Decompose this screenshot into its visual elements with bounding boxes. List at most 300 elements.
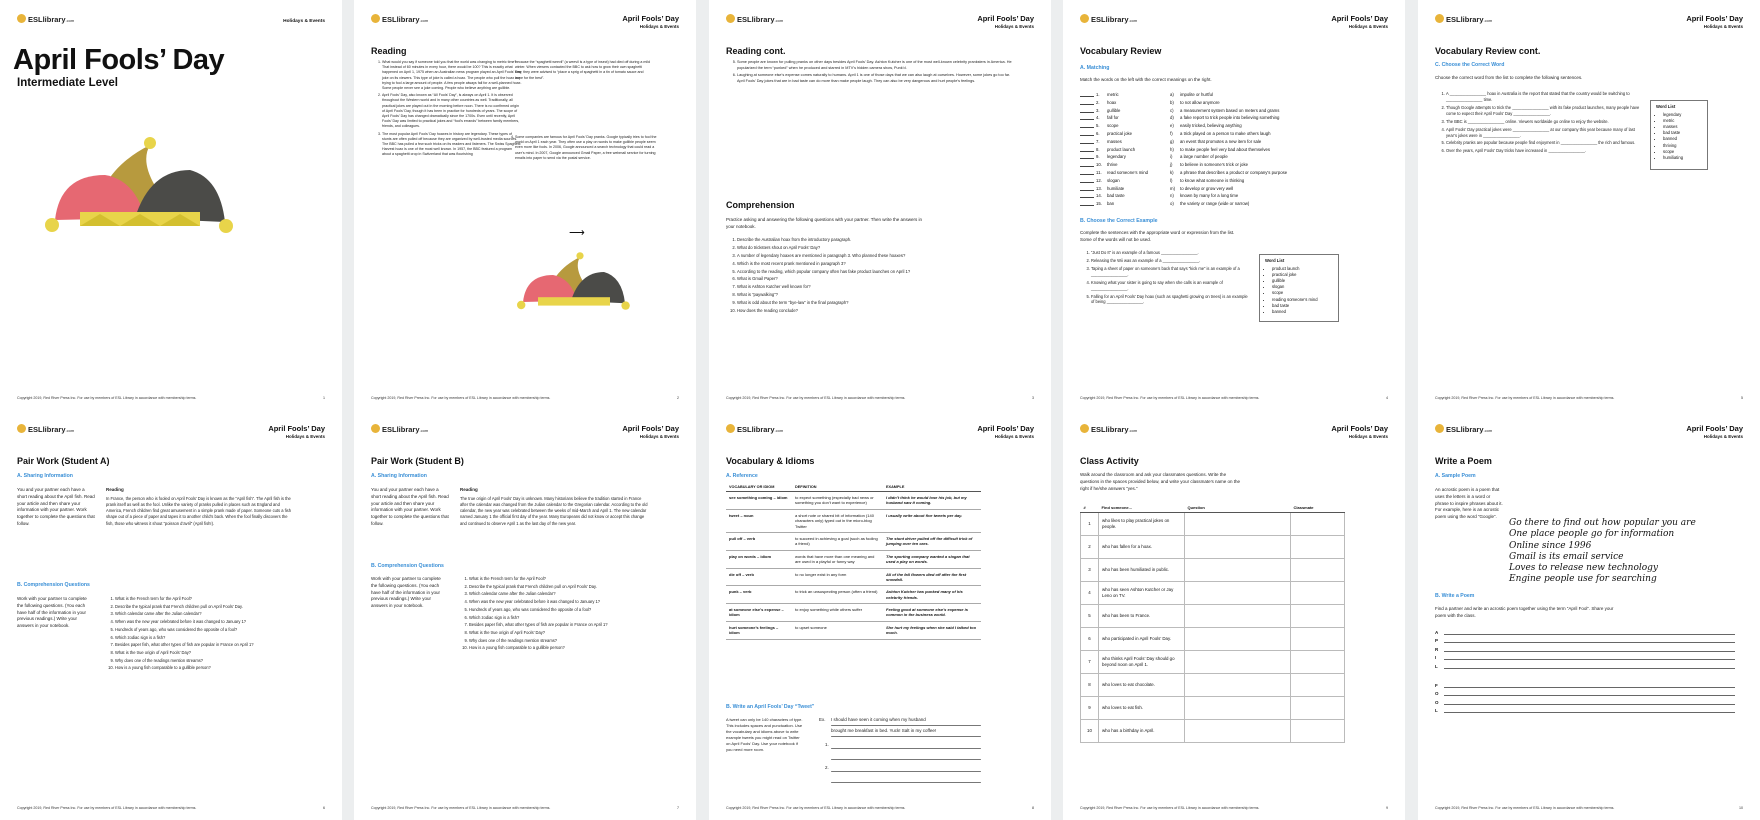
reading-paragraphs-right <box>504 135 661 163</box>
find-someone-text: who loves to eat fish. <box>1099 697 1185 720</box>
meaning-letter: h) <box>1170 146 1174 152</box>
list-item: 5. According to the reading, which popular company often has fake product launches on April 1? <box>737 269 1027 275</box>
vocab-word: ban <box>1107 201 1115 207</box>
acrostic-row <box>1435 670 1735 689</box>
list-item: 4. Knowing what your sister is going to say when she calls is an example of ________________. <box>1091 280 1251 292</box>
idiom-term: tweet – noun <box>726 509 792 532</box>
acrostic-letter: R <box>1435 646 1439 652</box>
list-item: 5. Celebrity pranks are popular because people find enjoyment in ________________ the rich and famous. <box>1446 140 1646 146</box>
meaning-text: a fake report to trick people into believing something <box>1180 115 1280 121</box>
page-write-poem <box>1418 410 1760 820</box>
list-item: • practical joke <box>1272 272 1333 278</box>
activity-instructions: Walk around the classroom and ask your classmates questions. Write the questions in the spaces provided below, and write your classmate’s name on the right if he/she answers “yes.” <box>1080 472 1241 491</box>
answer-line[interactable] <box>831 771 981 772</box>
comprehension-questions <box>104 596 315 673</box>
column-header: VOCABULARY OR IDIOM <box>726 483 792 492</box>
item-number: 3. <box>1096 107 1100 113</box>
acrostic-letter: O <box>1435 699 1439 705</box>
acrostic-row <box>1435 644 1735 653</box>
matching-row <box>1080 153 1380 161</box>
page-header <box>1435 422 1743 446</box>
reading-text: In France, the person who is fooled on April Fools’ Day is known as the “April fish”. The April fish is the prank itself as well as the fool. Unlike the variety of pranks pulled in places such as England and America, French children find great amusement in a simple prank made of paper. Someone cuts a fish shape out of a piece of paper and tapes it to another child’s back. When the fool finally discovers the fish, those who witness it shout “poisson d’avril” (April fish!). <box>106 496 291 526</box>
reading-label: Reading <box>106 487 124 492</box>
idiom-example: The stunt driver pulled off the difficult trick of jumping over ten cars. <box>883 532 981 550</box>
answer-blank[interactable] <box>1080 182 1094 183</box>
list-item: • bad taste <box>1663 130 1702 136</box>
esl-library-logo: ESLlibrary.com <box>1080 14 1137 24</box>
list-item: 8. What is the true origin of April Fools’ Day? <box>115 650 315 656</box>
header-title: April Fools’ Day <box>977 424 1034 433</box>
classmate-cell[interactable] <box>1291 536 1345 559</box>
esl-library-logo: ESLlibrary.com <box>1435 14 1492 24</box>
acrostic-answer-lines <box>1435 627 1735 714</box>
page-footer: Copyright 2019, Red River Press Inc. For use by members of ESL Library in accordance with membership terms. 2 <box>371 396 679 400</box>
answer-blank[interactable] <box>1080 190 1094 191</box>
sample-poem-instructions: An acrostic poem is a poem that uses the letters in a word or phrase to inspire phrases about it. For example, here is an acrostic poem using the word “Google”. <box>1435 487 1503 519</box>
list-item: 2. Though Google attempts to trick the ________________ with its fake product launches, many people have come to expect their April Fools’ Day ________________. <box>1446 105 1646 117</box>
poem-line: Engine people use for searching <box>1509 574 1657 585</box>
table-row <box>726 586 981 604</box>
acrostic-row <box>1435 653 1735 662</box>
poem-line: One place people go for information <box>1509 529 1675 540</box>
table-row <box>726 532 981 550</box>
classmate-cell[interactable] <box>1291 605 1345 628</box>
vocab-word: scope <box>1107 123 1119 129</box>
question-cell[interactable] <box>1185 628 1291 651</box>
word-list <box>1656 112 1702 161</box>
section-b-title: B. Write an April Fools’ Day “Tweet” <box>726 704 815 710</box>
section-b-instructions: Complete the sentences with the appropriate word or expression from the list. Some of the words will not be used. <box>1080 230 1235 242</box>
row-number: 8 <box>1081 674 1099 697</box>
poem-line: Go there to find out how popular you are <box>1509 518 1696 528</box>
list-item: 3. Taping a sheet of paper on someone’s back that says “kick me” is an example of a ________________. <box>1091 266 1251 278</box>
meaning-letter: b) <box>1170 99 1174 105</box>
answer-line[interactable] <box>1444 687 1735 688</box>
answer-blank[interactable] <box>1080 119 1094 120</box>
meaning-text: known by many for a long time <box>1180 193 1239 199</box>
answer-line[interactable] <box>1444 668 1735 669</box>
page-title: Reading <box>371 46 407 56</box>
header-title: April Fools’ Day <box>622 14 679 23</box>
sharing-instructions: You and your partner each have a short reading about the April fish. Read your article and then share your information with your partner. Work together to complete the questions that follow. <box>17 487 95 526</box>
item-number: 9. <box>1096 154 1100 160</box>
section-b-title: B. Comprehension Questions <box>17 582 90 588</box>
vocab-word: humiliate <box>1107 185 1125 191</box>
answer-line[interactable] <box>1444 704 1735 705</box>
answer-blank[interactable] <box>1080 135 1094 136</box>
classmate-cell[interactable] <box>1291 697 1345 720</box>
table-row <box>1081 513 1345 536</box>
header-subtitle: Holidays & Events <box>639 24 679 29</box>
list-item: • legendary <box>1663 112 1702 118</box>
idiom-term: play on words – idiom <box>726 550 792 568</box>
list-item: • slogan <box>1272 284 1333 290</box>
classmate-cell[interactable] <box>1291 720 1345 743</box>
vocab-word: slogan <box>1107 177 1120 183</box>
idiom-definition: to succeed in achieving a goal (such as fooling a friend) <box>792 532 883 550</box>
page-pair-work-b <box>354 410 696 820</box>
table-row <box>726 550 981 568</box>
idiom-definition: a short note or shared bit of information (140 characters only) typed out in the micro-blog Twitter <box>792 509 883 532</box>
list-item: 6. Which zodiac sign is a fish? <box>469 615 669 621</box>
answer-blank[interactable] <box>1080 143 1094 144</box>
meaning-letter: a) <box>1170 92 1174 97</box>
sharing-instructions: You and your partner each have a short reading about the April fish. Read your article and then share your information with your partner. Work together to complete the questions that follow. <box>371 487 449 526</box>
matching-row <box>1080 169 1380 177</box>
page-pair-work-a <box>0 410 342 820</box>
esl-library-logo: ESLlibrary.com <box>726 424 783 434</box>
find-someone-text: who likes to play practical jokes on people. <box>1099 513 1185 536</box>
table-row <box>726 509 981 532</box>
row-number: 9 <box>1081 697 1099 720</box>
question-cell[interactable] <box>1185 697 1291 720</box>
writing-line <box>831 736 981 737</box>
cover-title: April Fools’ Day <box>13 44 225 76</box>
question-cell[interactable] <box>1185 513 1291 536</box>
idiom-definition: to trick an unsuspecting person (often a friend) <box>792 586 883 604</box>
header-subtitle: Holidays & Events <box>994 434 1034 439</box>
question-cell[interactable] <box>1185 559 1291 582</box>
list-item: 7. What is Ashton Kutcher well known for? <box>737 284 1027 290</box>
vocab-word: practical joke <box>1107 130 1133 136</box>
list-item: 7. Besides paper fish, what other types of fish are popular in France on April 1? <box>469 622 669 628</box>
answer-line[interactable] <box>831 759 981 760</box>
meaning-text: to make people feel very bad about themselves <box>1180 146 1271 152</box>
list-item: 4. April Fools’ Day practical jokes were ________________ at our company this year because many of last year’s jokes were in ________________. <box>1446 127 1646 139</box>
idiom-example: All of the fall flowers died off after the first snowfall. <box>883 568 981 586</box>
reading-paragraph: 2. April Fools’ Day, also known as “All Fools’ Day”, is always on April 1. It is observed throughout the Western world and in many other countries as well. Traditionally, all practical jokes are played out in the morning before noon. There is no confirmed origin of April Fools’ Day, though it has been in practice for hundreds of years. The scope of April Fools’ Day has changed dramatically since the 1700s. Even until recently, April Fools’ Day was limited to practical jokes and “fool’s errands” between family members, friends, and colleagues. <box>382 93 522 129</box>
list-item: 9. Why does one of the readings mention streams? <box>115 658 315 664</box>
example-label: Ex. <box>819 717 826 722</box>
word-list-box <box>1650 100 1708 170</box>
question-cell[interactable] <box>1185 651 1291 674</box>
answer-blank[interactable] <box>1080 205 1094 206</box>
comprehension-instructions: Practice asking and answering the following questions with your partner. Then write the answers in your notebook. <box>726 217 923 229</box>
list-item: 5. Hundreds of years ago, who was considered the opposite of a fool? <box>115 627 315 633</box>
item-number: 4. <box>1096 115 1100 121</box>
page-footer: Copyright 2019, Red River Press Inc. For use by members of ESL Library in accordance with membership terms. 10 <box>1435 806 1743 810</box>
meaning-text: the variety or range (wide or narrow) <box>1180 201 1250 207</box>
idiom-definition: to upset someone <box>792 621 883 639</box>
idiom-example: The sporting company wanted a slogan that used a play on words. <box>883 550 981 568</box>
table-row <box>726 568 981 586</box>
answer-line[interactable] <box>1444 642 1735 643</box>
header-subtitle: Holidays & Events <box>1703 434 1743 439</box>
matching-row <box>1080 161 1380 169</box>
answer-blank[interactable] <box>1080 96 1094 97</box>
meaning-text: a trick played on a person to make others laugh <box>1180 130 1271 136</box>
column-header: DEFINITION <box>792 483 883 492</box>
table-row <box>1081 536 1345 559</box>
find-someone-text: who thinks April Fools’ Day should go beyond noon on April 1. <box>1099 651 1185 674</box>
answer-blank[interactable] <box>1080 174 1094 175</box>
item-number: 2. <box>1096 99 1100 105</box>
poem-line: Gmail is its email service <box>1509 551 1624 562</box>
item-number: 13. <box>1096 185 1102 191</box>
list-item: 1. Describe the Australian hoax from the introductory paragraph. <box>737 237 1027 243</box>
meaning-letter: i) <box>1170 154 1173 160</box>
answer-line[interactable] <box>1444 712 1735 713</box>
table-row <box>726 621 981 639</box>
meaning-letter: o) <box>1170 201 1174 207</box>
vocab-word: gullible <box>1107 107 1121 113</box>
row-number: 6 <box>1081 628 1099 651</box>
writing-line <box>831 725 981 726</box>
row-number: 2 <box>1081 536 1099 559</box>
header-subtitle: Holidays & Events <box>285 434 325 439</box>
item-number: 14. <box>1096 193 1102 199</box>
esl-library-logo: ESLlibrary.com <box>17 424 74 434</box>
list-item: 2. Describe the typical prank that French children pull on April Fools’ Day. <box>115 604 315 610</box>
vocab-word: fall for <box>1107 115 1119 121</box>
jester-hat-icon <box>40 130 240 250</box>
section-c-title: C. Choose the Correct Word <box>1435 62 1505 68</box>
acrostic-letter: I <box>1435 655 1437 660</box>
list-item: 5. Falling for an April Fools’ Day hoax (such as spaghetti growing on trees) is an example of being ________________. <box>1091 294 1251 306</box>
vocab-word: thrive <box>1107 162 1118 168</box>
page-header <box>371 422 679 446</box>
table-row <box>726 604 981 622</box>
example-line-2: brought me breakfast in bed. Yuck! Salt in my coffee! <box>831 728 937 733</box>
meaning-text: to know what someone is thinking <box>1180 177 1245 183</box>
comprehension-instructions: Work with your partner to complete the following questions. (You each have half of the information in your previous readings.) Write your answers in your notebook. <box>371 576 441 608</box>
acrostic-letter: A <box>1435 629 1439 635</box>
list-item: • metric <box>1663 118 1702 124</box>
question-cell[interactable] <box>1185 605 1291 628</box>
header-subtitle: Holidays & Events <box>994 24 1034 29</box>
matching-instructions: Match the words on the left with the correct meanings on the right. <box>1080 77 1212 82</box>
page-reading-cont <box>709 0 1051 410</box>
idiom-term: hurt someone’s feelings – idiom <box>726 621 792 639</box>
answer-line[interactable] <box>1444 659 1735 660</box>
esl-library-logo: ESLlibrary.com <box>726 14 783 24</box>
answer-line[interactable] <box>1444 695 1735 696</box>
header-subtitle: Holidays & Events <box>1348 434 1388 439</box>
item-number: 8. <box>1096 146 1100 152</box>
meaning-text: a measurement system based on meters and grams <box>1180 107 1280 113</box>
list-item: 1. “Just Do It” is an example of a famous ________________. <box>1091 250 1251 256</box>
meaning-letter: m) <box>1170 185 1176 191</box>
answer-line[interactable] <box>1444 651 1735 652</box>
page-header <box>1080 422 1388 446</box>
matching-row <box>1080 146 1380 154</box>
esl-library-logo: ESLlibrary.com <box>1435 424 1492 434</box>
question-cell[interactable] <box>1185 720 1291 743</box>
sample-poem <box>1509 518 1696 586</box>
matching-row <box>1080 200 1380 208</box>
item-number: 7. <box>1096 138 1100 144</box>
list-item: 2. Describe the typical prank that French children pull on April Fools’ Day. <box>469 584 669 590</box>
answer-blank[interactable] <box>1080 158 1094 159</box>
row-number: 5 <box>1081 605 1099 628</box>
poem-line: Loves to release new technology <box>1509 563 1659 573</box>
classmate-cell[interactable] <box>1291 582 1345 605</box>
page-title: Vocabulary Review cont. <box>1435 46 1541 56</box>
row-number: 1 <box>1081 513 1099 536</box>
meaning-text: impolite or hurtful <box>1180 92 1213 97</box>
meaning-letter: f) <box>1170 130 1173 136</box>
find-someone-text: who has fallen for a hoax. <box>1099 536 1185 559</box>
word-list-title: Word List <box>1265 258 1285 263</box>
acrostic-row <box>1435 627 1735 636</box>
acrostic-letter: O <box>1435 691 1439 696</box>
esl-library-logo: ESLlibrary.com <box>371 424 428 434</box>
question-cell[interactable] <box>1185 674 1291 697</box>
acrostic-row <box>1435 697 1735 706</box>
next-page-arrow: ⟶ <box>569 227 585 239</box>
meaning-text: a phrase that describes a product or company’s purpose <box>1180 169 1288 175</box>
page-footer: Copyright 2019, Red River Press Inc. For use by members of ESL Library in accordance with membership terms. 5 <box>1435 396 1743 400</box>
answer-line[interactable] <box>1444 634 1735 635</box>
jester-hat-icon <box>514 248 634 320</box>
meaning-letter: e) <box>1170 123 1174 129</box>
acrostic-letter: F <box>1435 682 1438 688</box>
matching-row <box>1080 99 1380 107</box>
page-title: Vocabulary Review <box>1080 46 1162 56</box>
meaning-text: a large number of people <box>1180 154 1228 160</box>
vocab-word: masses <box>1107 138 1122 144</box>
item-number: 12. <box>1096 177 1102 183</box>
section-b-title: B. Comprehension Questions <box>371 563 444 569</box>
activity-table <box>1080 503 1345 743</box>
acrostic-row <box>1435 661 1735 670</box>
page-footer: Copyright 2019, Red River Press Inc. For use by members of ESL Library in accordance with membership terms. 1 <box>17 396 325 400</box>
question-cell[interactable] <box>1185 582 1291 605</box>
list-item: 10. How is a young fish comparable to a gullible person? <box>115 665 315 671</box>
answer-blank[interactable] <box>1080 112 1094 113</box>
reading-label: Reading <box>460 487 478 492</box>
word-list <box>1265 266 1333 315</box>
list-item: • scope <box>1272 290 1333 296</box>
header-title: April Fools’ Day <box>1686 424 1743 433</box>
page-title: Pair Work (Student A) <box>17 456 110 466</box>
idiom-example: Feeling good at someone else’s expense is common in the business world. <box>883 604 981 622</box>
vocab-word: read someone’s mind <box>1107 169 1149 175</box>
reading-paragraph: 5. Some people are known for pulling pranks on other days besides April Fools’ Day. Ashton Kutcher is one of the most well-known celebrity pranksters in America. He popularized the term “punked” when he produced and starred in MTV’s hidden camera show, Punk’d. <box>737 60 1012 71</box>
list-item: 6. Which zodiac sign is a fish? <box>115 635 315 641</box>
list-item: • reading someone’s mind <box>1272 297 1333 303</box>
comprehension-title: Comprehension <box>726 200 795 210</box>
page-header <box>1435 12 1743 36</box>
vocab-word: hoax <box>1107 99 1117 105</box>
section-c-instructions: Choose the correct word from the list to complete the following sentences. <box>1435 75 1583 80</box>
table-row <box>1081 559 1345 582</box>
vocabulary-table <box>726 483 981 640</box>
page-footer: Copyright 2019, Red River Press Inc. For use by members of ESL Library in accordance with membership terms. 6 <box>17 806 325 810</box>
page-title: Reading cont. <box>726 46 786 56</box>
find-someone-text: who participated in April Fools’ Day. <box>1099 628 1185 651</box>
idiom-definition: to enjoy something while others suffer <box>792 604 883 622</box>
answer-blank[interactable] <box>1080 104 1094 105</box>
classmate-cell[interactable] <box>1291 513 1345 536</box>
question-cell[interactable] <box>1185 536 1291 559</box>
list-item: • product launch <box>1272 266 1333 272</box>
meaning-text: to not allow anymore <box>1180 99 1220 105</box>
classmate-cell[interactable] <box>1291 628 1345 651</box>
page-footer: Copyright 2019, Red River Press Inc. For use by members of ESL Library in accordance with membership terms. 8 <box>726 806 1034 810</box>
vocab-word: legendary <box>1107 154 1126 160</box>
answer-blank[interactable] <box>1080 151 1094 152</box>
classmate-cell[interactable] <box>1291 651 1345 674</box>
list-item: • masses <box>1663 124 1702 130</box>
meaning-letter: d) <box>1170 115 1174 121</box>
reading-text: The true origin of April Fools’ Day is unknown. Many historians believe the tradition started in France after the calendar was changed from the Julian calendar to the Gregorian calendar. According to the old calendar, the new year was celebrated between the weeks of mid-March and April 1. The new calendar named January 1 the official first day of the year. Many Europeans did not know or accept this change and continued to observe April 1 as the last day of the new year. <box>460 496 648 526</box>
meaning-letter: j) <box>1170 162 1173 168</box>
list-item: 3. Which calendar came after the Julian calendar? <box>115 611 315 617</box>
answer-line[interactable] <box>831 748 981 749</box>
cover-level: Intermediate Level <box>17 77 118 89</box>
find-someone-text: who has a birthday in April. <box>1099 720 1185 743</box>
classmate-cell[interactable] <box>1291 559 1345 582</box>
find-someone-text: who has been humiliated in public. <box>1099 559 1185 582</box>
page-footer: Copyright 2019, Red River Press Inc. For use by members of ESL Library in accordance with membership terms. 3 <box>726 396 1034 400</box>
row-number: 7 <box>1081 651 1099 674</box>
header-title: April Fools’ Day <box>622 424 679 433</box>
table-row <box>1081 697 1345 720</box>
item-number: 10. <box>1096 162 1102 168</box>
reading-paragraph: 6. Laughing at someone else’s expense comes naturally to humans. April 1 is one of those days that we can also laugh at ourselves. However, some jokes go too far. April Fools’ Day jokes that are in bad taste can do more than make people laugh. They can also be very dangerous and hurt people’s feelings. <box>737 73 1012 84</box>
section-a-title: A. Reference <box>726 473 758 479</box>
idiom-term: at someone else’s expense – idiom <box>726 604 792 622</box>
list-item: 6. Over the years, April Fools’ Day tricks have increased in ________________. <box>1446 148 1646 154</box>
vocab-word: metric <box>1107 92 1119 97</box>
answer-number: 1. <box>825 742 829 747</box>
list-item: 4. When was the new year celebrated before it was changed to January 1? <box>469 599 669 605</box>
item-number: 1. <box>1096 92 1100 97</box>
reading-paragraph: 4. Some companies are famous for April Fools’ Day pranks. Google typically tries to fool the world on April 1 each year. They often use a play on words to make gullible people seem even more like fools. In 2006, Google announced a search technology that could read a user’s mind. In 2007, Google announced Gmail Paper, a free webmail service for turning emails into paper to send via the postal service. <box>515 135 661 161</box>
header-subtitle: Holidays & Events <box>1348 24 1388 29</box>
acrostic-letter: P <box>1435 638 1439 643</box>
table-row <box>1081 628 1345 651</box>
page-title: Pair Work (Student B) <box>371 456 464 466</box>
idiom-term: die off – verb <box>726 568 792 586</box>
reading-paragraph-continued: because the “spaghetti weevil” (a weevil is a type of insect) had died off during a mild winter. When viewers contacted the BBC to ask how to grow their own spaghetti tree, they were advised to “place a sprig of spaghetti in a tin of tomato sauce and hope for the best”. <box>515 60 650 80</box>
list-item: • thriving <box>1663 143 1702 149</box>
vocab-word: product launch <box>1107 146 1136 152</box>
header-title: April Fools’ Day <box>1331 424 1388 433</box>
idiom-definition: words that have more than one meaning and are used in a playful or funny way <box>792 550 883 568</box>
page-title: Write a Poem <box>1435 456 1492 466</box>
item-number: 15. <box>1096 201 1102 207</box>
item-number: 5. <box>1096 123 1100 129</box>
idiom-term: punk – verb <box>726 586 792 604</box>
list-item: 1. A ________________ hoax in Australia is the report that stated that the country would be switching to ________________ time. <box>1446 91 1646 103</box>
list-item: 3. Which calendar came after the Julian calendar? <box>469 591 669 597</box>
row-number: 4 <box>1081 582 1099 605</box>
table-row <box>1081 582 1345 605</box>
column-header: EXAMPLE <box>883 483 981 492</box>
list-item: 7. Besides paper fish, what other types of fish are popular in France on April 1? <box>115 642 315 648</box>
classmate-cell[interactable] <box>1291 674 1345 697</box>
idiom-definition: to expect something (especially bad news or something you don’t want to experience) <box>792 492 883 510</box>
meaning-letter: n) <box>1170 193 1174 199</box>
find-someone-text: who has seen Ashton Kutcher or Jay Leno on TV. <box>1099 582 1185 605</box>
section-a-title: A. Matching <box>1080 65 1110 71</box>
answer-blank[interactable] <box>1080 166 1094 167</box>
meaning-letter: l) <box>1170 177 1173 183</box>
meaning-text: to develop or grow very well <box>1180 185 1234 191</box>
answer-blank[interactable] <box>1080 127 1094 128</box>
answer-line[interactable] <box>831 782 981 783</box>
matching-row <box>1080 114 1380 122</box>
reading-paragraphs-left <box>371 60 522 160</box>
acrostic-row <box>1435 636 1735 645</box>
answer-blank[interactable] <box>1080 197 1094 198</box>
word-list-title: Word List <box>1656 104 1676 109</box>
find-someone-text: who has been to France. <box>1099 605 1185 628</box>
esl-library-logo: ESLlibrary.com <box>17 14 74 24</box>
vocab-word: bad taste <box>1107 193 1125 199</box>
